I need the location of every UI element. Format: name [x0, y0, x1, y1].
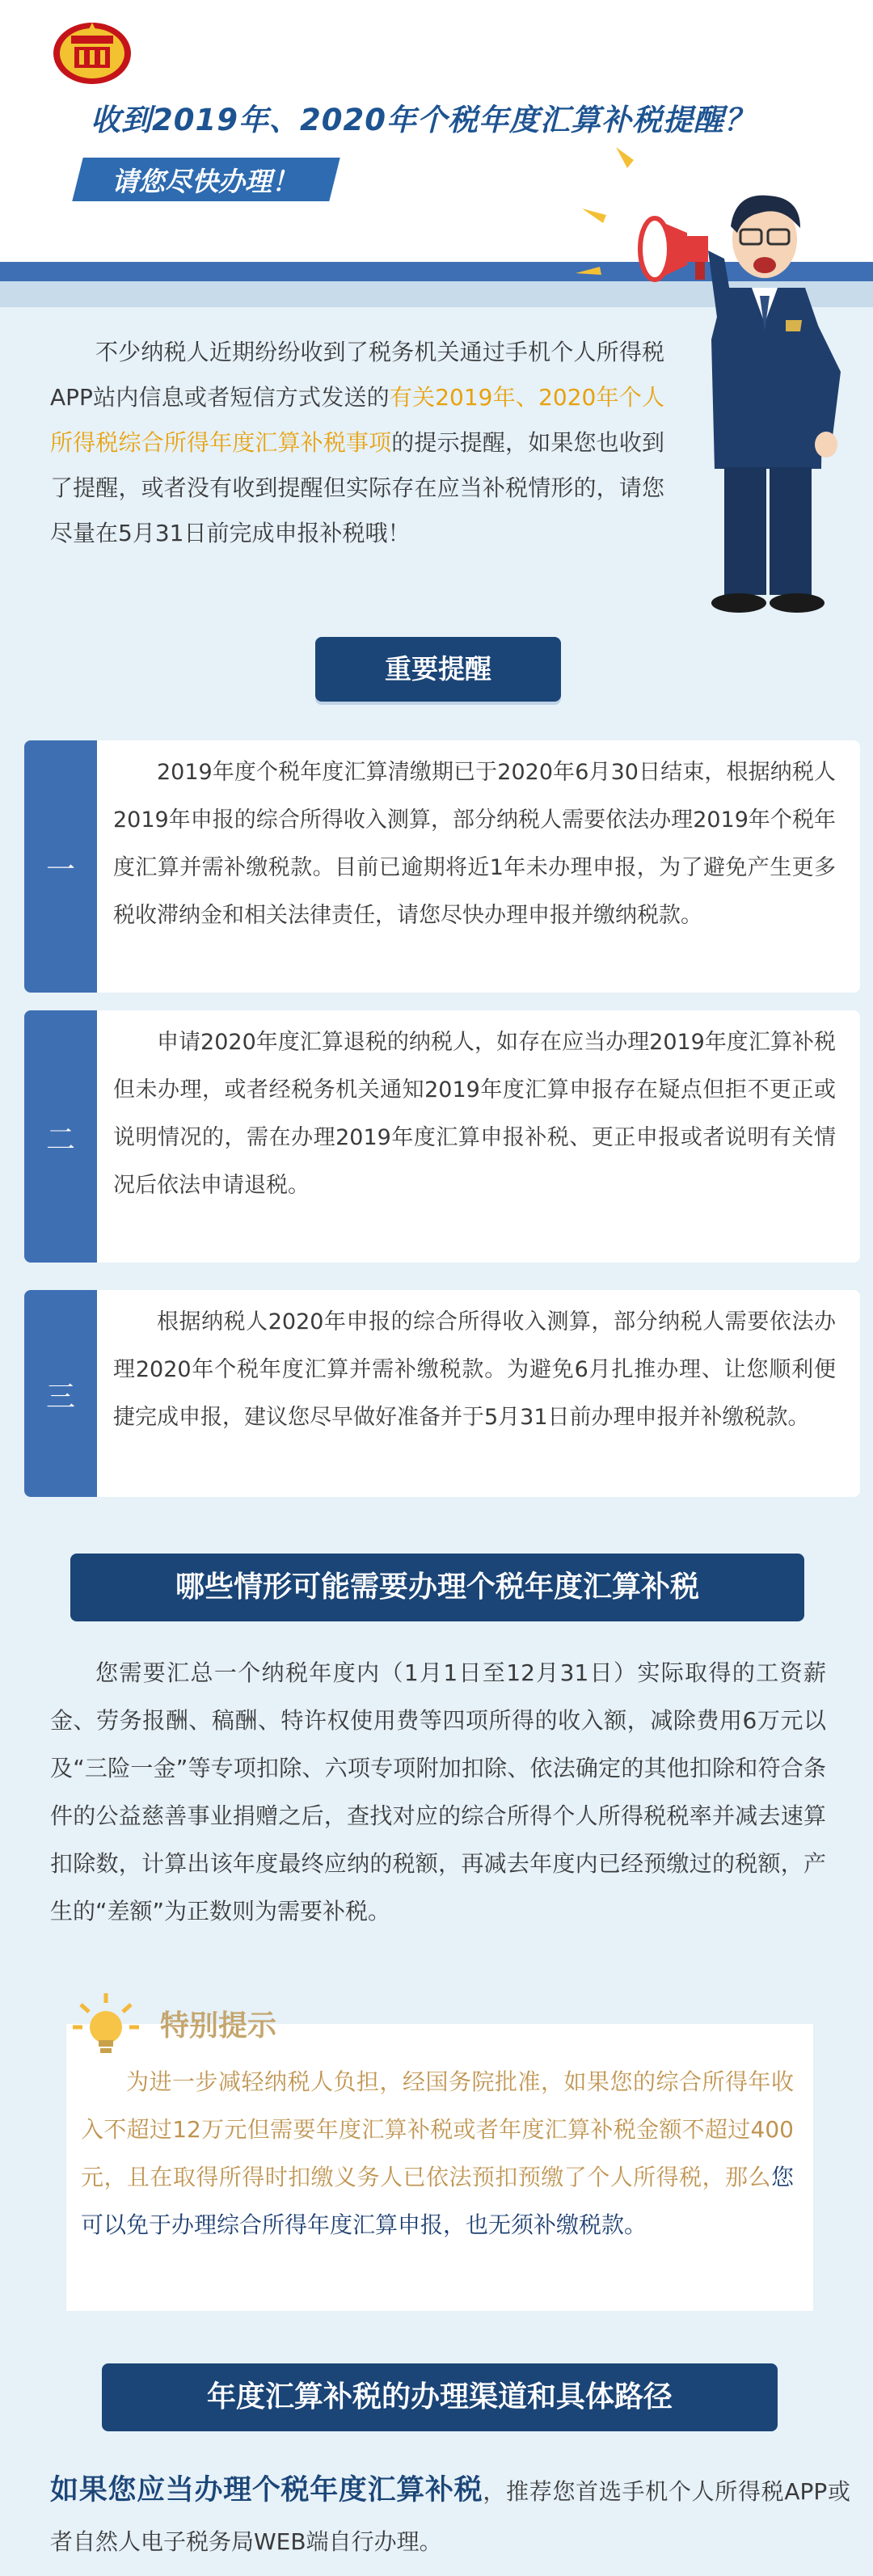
important-reminder-heading: 重要提醒	[315, 637, 561, 702]
sub-banner-text: 请您尽快办理！	[112, 166, 298, 197]
tax-emblem-icon	[50, 18, 134, 86]
card-text: 申请2020年度汇算退税的纳税人，如存在应当办理2019年度汇算补税但未办理，或者经税务机关通知2019年度汇算申报存在疑点但拒不更正或说明情况的，需在办理2019年度汇算申报补税、更正申报或者说明有关情况后依法申请退税。	[113, 1030, 836, 1198]
special-tip-text	[81, 2058, 794, 2249]
card-number: 三	[45, 1381, 75, 1414]
channels-emphasis: 如果您应当办理个税年度汇算补税	[50, 2474, 483, 2506]
card-number: 二	[45, 1124, 75, 1157]
channels-paragraph	[50, 2465, 850, 2567]
situations-paragraph: 您需要汇总一个纳税年度内（1月1日至12月31日）实际取得的工资薪金、劳务报酬、稿酬、特许权使用费等四项所得的收入额，减除费用6万元以及“三险一金”等专项扣除、六项专项附加扣除、依法确定的其他扣除和符合条件的公益慈善事业捐赠之后，查找对应的综合所得个人所得税税率并减去速算扣除数，计算出该年度最终应纳的税额，再减去年度内已经预缴过的税额，产生的“差额”为正数则为需要补税。	[50, 1659, 826, 1925]
reminder-card-1	[24, 740, 860, 993]
intro-text-2: 的提示提醒，如果您也收到了提醒，或者没有收到提醒但实际存在应当补税情形的，请您尽量在5月31日前完成申报补税哦！	[50, 429, 664, 546]
card-number: 一	[45, 854, 75, 887]
channels-text: ，推荐您首选手机个人所得税APP或者自然人电子税务局WEB端自行办理。	[50, 2478, 850, 2555]
intro-highlight: 有关2019年、2020年个人所得税综合所得年度汇算补税事项	[50, 384, 664, 456]
special-tip-title: 特别提示	[160, 2009, 277, 2043]
card-text: 根据纳税人2020年申报的综合所得收入测算，部分纳税人需要依法办理2020年个税年度汇算并需补缴税款。为避免6月扎推办理、让您顺利便捷完成申报，建议您尽早做好准备并于5月31日前办理申报并补缴税款。	[113, 1309, 836, 1430]
intro-text-1: 不少纳税人近期纷纷收到了税务机关通过手机个人所得税APP站内信息或者短信方式发送的	[50, 339, 664, 411]
tip-text-1: 为进一步减轻纳税人负担，经国务院批准，如果您的综合所得年收入不超过12万元但需要年度汇算补税或者年度汇算补税金额不超过400元，且在取得所得时扣缴义务人已依法预扣预缴了个人所得税，那么	[81, 2068, 794, 2190]
lightbulb-icon	[70, 1990, 142, 2063]
reminder-card-3	[24, 1290, 860, 1497]
reminder-card-2	[24, 1010, 860, 1263]
intro-paragraph	[50, 330, 664, 556]
section-heading-situations: 哪些情形可能需要办理个税年度汇算补税	[70, 1554, 804, 1621]
tip-text-2: 您可以免于办理综合所得年度汇算申报，也无须补缴税款。	[81, 2164, 794, 2238]
page-title: 收到2019年、2020年个税年度汇算补税提醒？	[91, 103, 755, 137]
section-heading-channels: 年度汇算补税的办理渠道和具体路径	[102, 2363, 778, 2431]
card-text: 2019年度个税年度汇算清缴期已于2020年6月30日结束，根据纳税人2019年申报的综合所得收入测算，部分纳税人需要依法办理2019年个税年度汇算并需补缴税款。目前已逾期将近1年未办理申报，为了避免产生更多税收滞纳金和相关法律责任，请您尽快办理申报并缴纳税款。	[113, 760, 836, 928]
